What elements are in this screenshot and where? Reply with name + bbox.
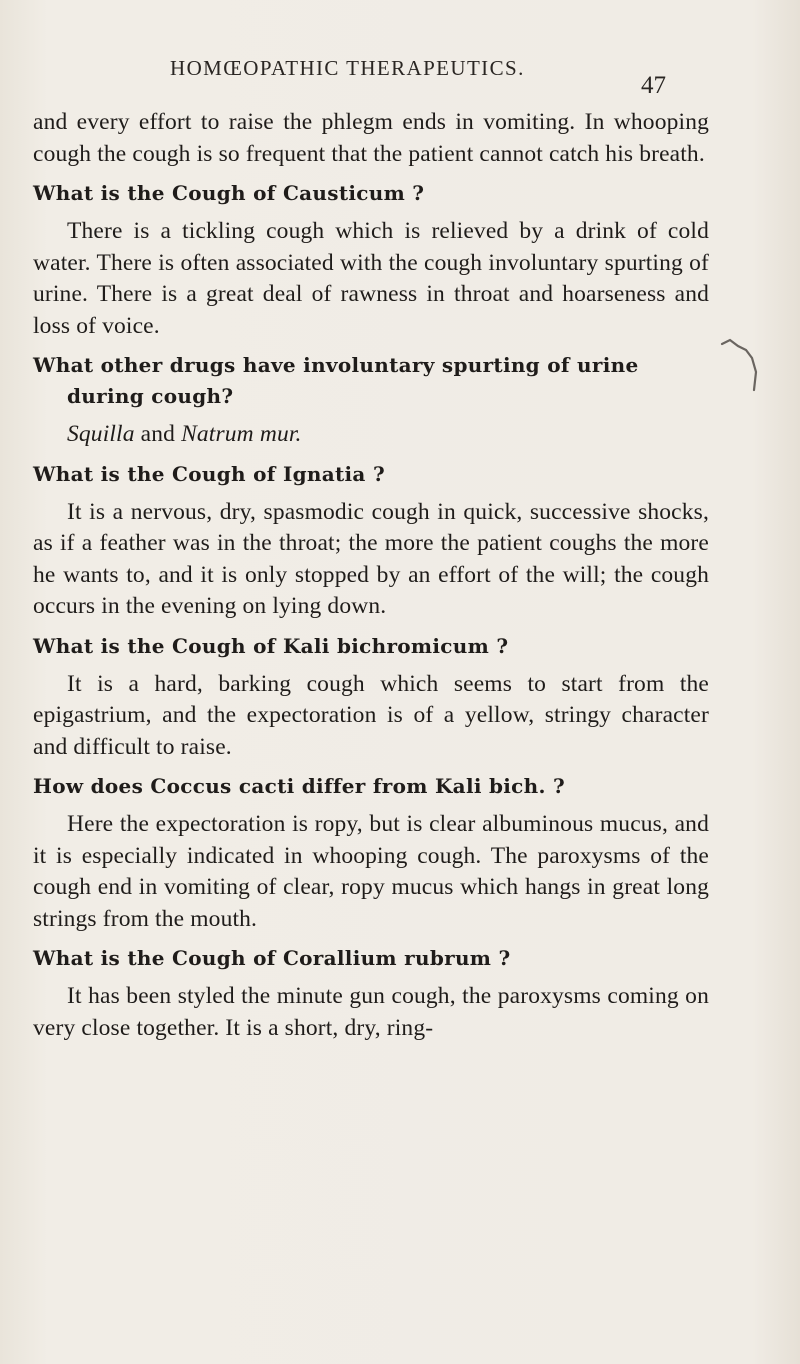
answer-kali-bichromicum: It is a hard, barking cough which seems to start from the epigastrium, and the expectoration is of a yellow, stringy character and difficult to raise. (33, 670, 709, 760)
question-causticum: What is the Cough of Causticum ? (33, 181, 425, 205)
answer-ignatia: It is a nervous, dry, spasmodic cough in quick, successive shocks, as if a feather was in the throat; the more the patient coughs the more he wants to, and it is only stopped by an effort of the will; the cough occurs in the evening on lying down. (33, 498, 709, 619)
drug-natrum-mur: Natrum mur. (181, 421, 302, 447)
running-title: HOMŒOPATHIC THERAPEUTICS. (170, 56, 525, 80)
answer-corallium-rubrum: It has been styled the minute gun cough, the paroxysms coming on very close together. It is a short, dry, ring- (33, 983, 709, 1041)
question-coccus-cacti: How does Coccus cacti differ from Kali bich. ? (33, 774, 566, 798)
answer-causticum: There is a tickling cough which is relieved by a drink of cold water. There is often associated with the cough involuntary spurting of urine. There is a great deal of rawness in throat and hoarseness and loss of voice. (33, 218, 709, 339)
answer-coccus-cacti: Here the expectoration is ropy, but is clear albuminous mucus, and it is especially indicated in whooping cough. The paroxysms of the cough end in vomiting of clear, ropy mucus which hangs in great long strings from the mouth. (33, 811, 709, 932)
question-kali-bichromicum: What is the Cough of Kali bichromicum ? (33, 633, 509, 658)
question-spurting-urine: What other drugs have involuntary spurting of urine during cough? (33, 353, 639, 408)
pencil-mark-icon (720, 338, 780, 398)
body-text (33, 107, 709, 1044)
answer-spurting-urine (33, 419, 709, 451)
question-corallium-rubrum: What is the Cough of Corallium rubrum ? (33, 946, 511, 970)
conjunction-and: and (134, 421, 182, 447)
drug-squilla: Squilla (67, 421, 135, 447)
continuation-paragraph: and every effort to raise the phlegm ends in vomiting. In whooping cough the cough is so frequent that the patient cannot catch his breath. (33, 109, 709, 167)
page-number: 47 (641, 72, 666, 99)
question-ignatia: What is the Cough of Ignatia ? (33, 461, 385, 486)
